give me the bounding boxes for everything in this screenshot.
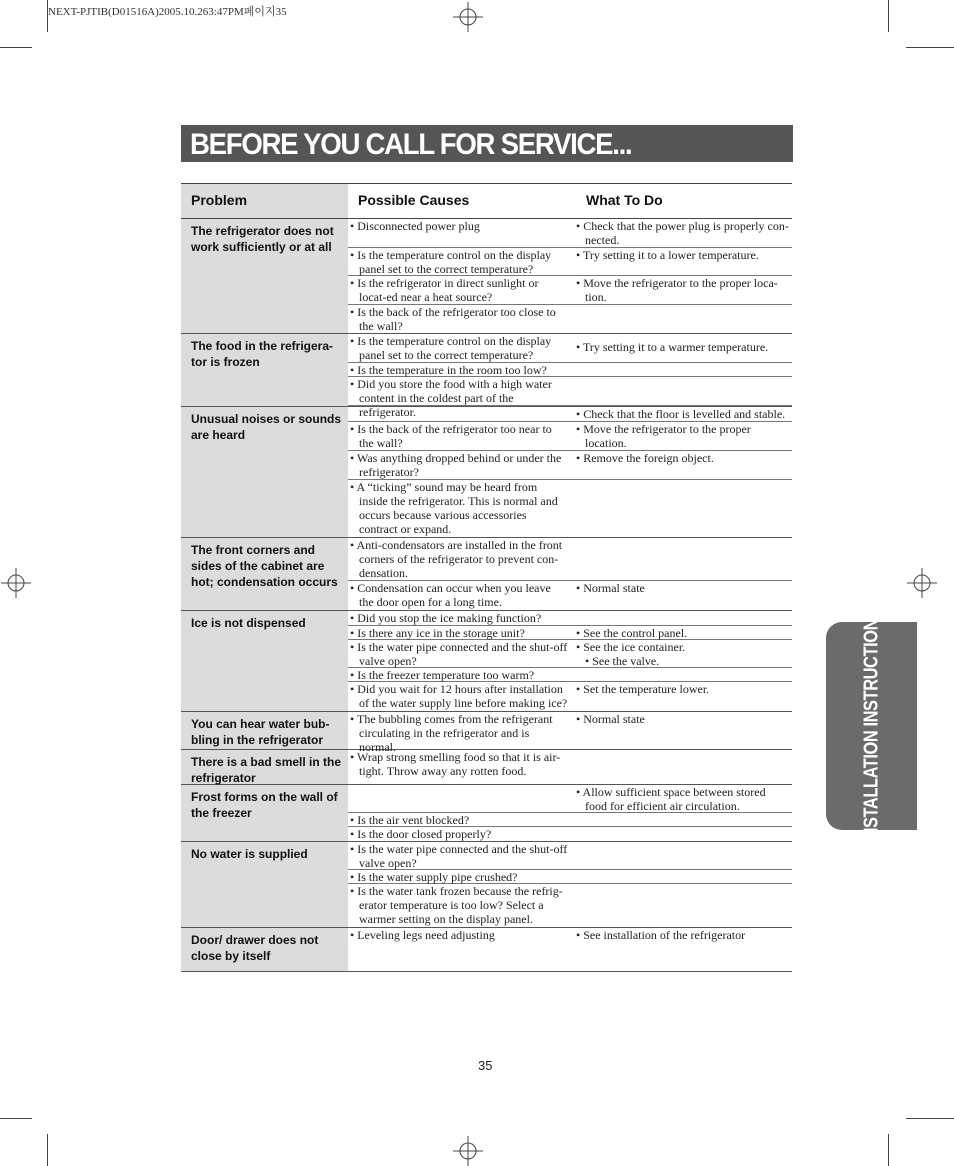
todo-text: • Check that the floor is levelled and stable. <box>576 407 786 421</box>
cause-text: • Anti-condensators are installed in the front corners of the refrigerator to prevent con-densation. <box>350 538 563 580</box>
possible-cause <box>350 626 568 640</box>
problem-group <box>181 842 792 928</box>
table-row <box>348 480 792 537</box>
problem-text: Ice is not dispensed <box>191 616 306 630</box>
todo-text: • Try setting it to a warmer temperature. <box>576 340 769 354</box>
section-tab <box>826 608 917 844</box>
cause-text: • Was anything dropped behind or under the refrigerator? <box>350 451 562 479</box>
what-to-do <box>576 407 790 421</box>
table-row <box>348 363 792 377</box>
possible-cause <box>350 422 568 450</box>
problem-text: Frost forms on the wall of the freezer <box>191 790 338 820</box>
registration-mark-icon <box>453 2 483 32</box>
possible-cause <box>350 305 568 333</box>
possible-cause <box>350 363 568 377</box>
cause-text: • Is the door closed properly? <box>350 827 492 841</box>
cause-text: • Leveling legs need adjusting <box>350 928 495 942</box>
possible-cause <box>350 611 568 625</box>
table-row <box>348 785 792 813</box>
cause-text: • Did you store the food with a high water content in the coldest part of the refrigerator. <box>350 377 552 419</box>
registration-mark-icon <box>907 568 937 598</box>
registration-mark-icon <box>1 568 31 598</box>
possible-cause <box>350 276 568 304</box>
problem-cell <box>181 712 348 749</box>
cause-text: • Is the water pipe connected and the shut-off valve open? <box>350 842 568 870</box>
possible-cause <box>350 248 568 276</box>
possible-cause <box>350 640 568 668</box>
page-number: 35 <box>478 1058 493 1073</box>
table-row <box>348 305 792 333</box>
problem-text: You can hear water bub-bling in the refrigerator <box>191 717 330 747</box>
cause-text: • Is the temperature control on the display panel set to the correct temperature? <box>350 334 552 362</box>
problem-cell <box>181 219 348 333</box>
problem-group <box>181 538 792 611</box>
problem-text: The food in the refrigera-tor is frozen <box>191 339 334 369</box>
cause-text: • A “ticking” sound may be heard from inside the refrigerator. This is normal and occurs because various accessories contract or expand. <box>350 480 558 536</box>
possible-cause <box>350 480 568 536</box>
table-row <box>348 451 792 480</box>
cause-text: • Condensation can occur when you leave the door open for a long time. <box>350 581 551 609</box>
possible-cause <box>350 827 568 841</box>
todo-text: • Set the temperature lower. <box>576 682 710 696</box>
what-to-do <box>576 340 790 354</box>
problem-group <box>181 750 792 785</box>
cause-text: • Is the back of the refrigerator too close to the wall? <box>350 305 556 333</box>
problem-text: The refrigerator does not work sufficiently or at all <box>191 224 334 254</box>
crop-mark <box>888 0 889 32</box>
what-to-do <box>576 248 790 262</box>
problem-cell <box>181 928 348 971</box>
table-row <box>348 407 792 422</box>
problem-cell <box>181 611 348 711</box>
crop-mark <box>906 1118 954 1119</box>
table-row <box>348 827 792 841</box>
table-row <box>348 422 792 451</box>
cause-text: • Disconnected power plug <box>350 219 480 233</box>
todo-text: • Move the refrigerator to the proper loca-tion. <box>576 276 778 304</box>
table-header <box>181 183 792 219</box>
what-to-do <box>576 928 790 942</box>
problem-cell <box>181 334 348 406</box>
todo-text: • Allow sufficient space between stored food for efficient air circulation. <box>576 785 766 813</box>
problem-cell <box>181 407 348 537</box>
cause-text: • Is the freezer temperature too warm? <box>350 668 535 682</box>
todo-text: • See installation of the refrigerator <box>576 928 746 942</box>
crop-mark <box>47 1134 48 1166</box>
todo-text: • See the ice container. • See the valve. <box>576 640 686 668</box>
table-row <box>348 712 792 754</box>
cause-text: • Is the temperature control on the display panel set to the correct temperature? <box>350 248 552 276</box>
possible-cause <box>350 451 568 479</box>
table-row <box>348 276 792 305</box>
possible-cause <box>350 538 568 580</box>
problem-text: Door/ drawer does not close by itself <box>191 933 319 963</box>
column-header-causes: Possible Causes <box>358 192 470 208</box>
registration-mark-icon <box>453 1136 483 1166</box>
possible-cause <box>350 813 568 827</box>
what-to-do <box>576 712 790 726</box>
page-title: BEFORE YOU CALL FOR SERVICE... <box>190 128 632 161</box>
title-banner <box>181 125 793 162</box>
problem-cell <box>181 842 348 927</box>
problem-cell <box>181 785 348 841</box>
table-row <box>348 750 792 784</box>
what-to-do <box>576 581 790 595</box>
table-row <box>348 611 792 626</box>
problem-text: There is a bad smell in the refrigerator <box>191 755 342 785</box>
print-header: NEXT-PJTIB(D01516A)2005.10.263:47PM페이지35 <box>48 6 287 18</box>
table-row <box>348 668 792 682</box>
what-to-do <box>576 276 790 304</box>
section-tab-label: INSTALLATION INSTRUCTIONS <box>860 608 882 844</box>
possible-cause <box>350 219 568 233</box>
table-row <box>348 884 792 927</box>
troubleshooting-table <box>181 183 792 972</box>
problem-group <box>181 712 792 754</box>
todo-text: • Move the refrigerator to the proper location. <box>576 422 751 450</box>
possible-cause <box>350 712 568 754</box>
possible-cause <box>350 668 568 682</box>
column-header-todo: What To Do <box>586 192 663 208</box>
cause-text: • Is the temperature in the room too low? <box>350 363 547 377</box>
problem-text: Unusual noises or sounds are heard <box>191 412 342 442</box>
possible-cause <box>350 870 568 884</box>
what-to-do <box>576 219 790 247</box>
what-to-do <box>576 626 790 640</box>
table-row <box>348 813 792 827</box>
problem-group <box>181 407 792 538</box>
possible-cause <box>350 928 568 942</box>
cause-text: • Is the back of the refrigerator too near to the wall? <box>350 422 552 450</box>
table-row <box>348 682 792 711</box>
table-row <box>348 842 792 870</box>
table-row <box>348 626 792 640</box>
table-row <box>348 581 792 610</box>
table-row <box>348 538 792 581</box>
table-row <box>348 640 792 668</box>
what-to-do <box>576 682 790 696</box>
cause-text: • Wrap strong smelling food so that it is air-tight. Throw away any rotten food. <box>350 750 561 778</box>
possible-cause <box>350 750 568 778</box>
crop-mark <box>906 47 954 48</box>
table-row <box>348 248 792 276</box>
table-body <box>181 219 792 972</box>
problem-cell <box>181 538 348 610</box>
possible-cause <box>350 334 568 362</box>
cause-text: • Is the water supply pipe crushed? <box>350 870 518 884</box>
problem-text: The front corners and sides of the cabinet are hot; condensation occurs <box>191 543 338 589</box>
cause-text: • Is the refrigerator in direct sunlight or locat-ed near a heat source? <box>350 276 539 304</box>
problem-group <box>181 611 792 712</box>
crop-mark <box>0 47 32 48</box>
todo-text: • Normal state <box>576 581 645 595</box>
possible-cause <box>350 884 568 926</box>
table-row <box>348 928 792 971</box>
possible-cause <box>350 682 568 710</box>
crop-mark <box>0 1118 32 1119</box>
todo-text: • Check that the power plug is properly con-nected. <box>576 219 789 247</box>
crop-mark <box>47 0 48 32</box>
problem-group <box>181 928 792 972</box>
column-header-problem: Problem <box>191 192 248 208</box>
cause-text: • The bubbling comes from the refrigerant circulating in the refrigerator and is normal. <box>350 712 553 754</box>
crop-mark <box>888 1134 889 1166</box>
cause-text: • Did you wait for 12 hours after installation of the water supply line before making ice? <box>350 682 568 710</box>
table-row <box>348 219 792 248</box>
table-row <box>348 870 792 884</box>
what-to-do <box>576 640 790 668</box>
cause-text: • Is the air vent blocked? <box>350 813 470 827</box>
what-to-do <box>576 422 790 450</box>
what-to-do <box>576 451 790 465</box>
problem-group <box>181 219 792 334</box>
cause-text: • Did you stop the ice making function? <box>350 611 542 625</box>
problem-group <box>181 785 792 842</box>
possible-cause <box>350 842 568 870</box>
cause-text: • Is there any ice in the storage unit? <box>350 626 525 640</box>
cause-text: • Is the water tank frozen because the refrig-erator temperature is too low? Select a warmer setting on the display panel. <box>350 884 563 926</box>
todo-text: • Normal state <box>576 712 645 726</box>
what-to-do <box>576 785 790 813</box>
todo-text: • Try setting it to a lower temperature. <box>576 248 759 262</box>
problem-cell <box>181 750 348 784</box>
todo-text: • See the control panel. <box>576 626 688 640</box>
todo-text: • Remove the foreign object. <box>576 451 714 465</box>
problem-text: No water is supplied <box>191 847 308 861</box>
cause-text: • Is the water pipe connected and the shut-off valve open? <box>350 640 568 668</box>
possible-cause <box>350 581 568 609</box>
